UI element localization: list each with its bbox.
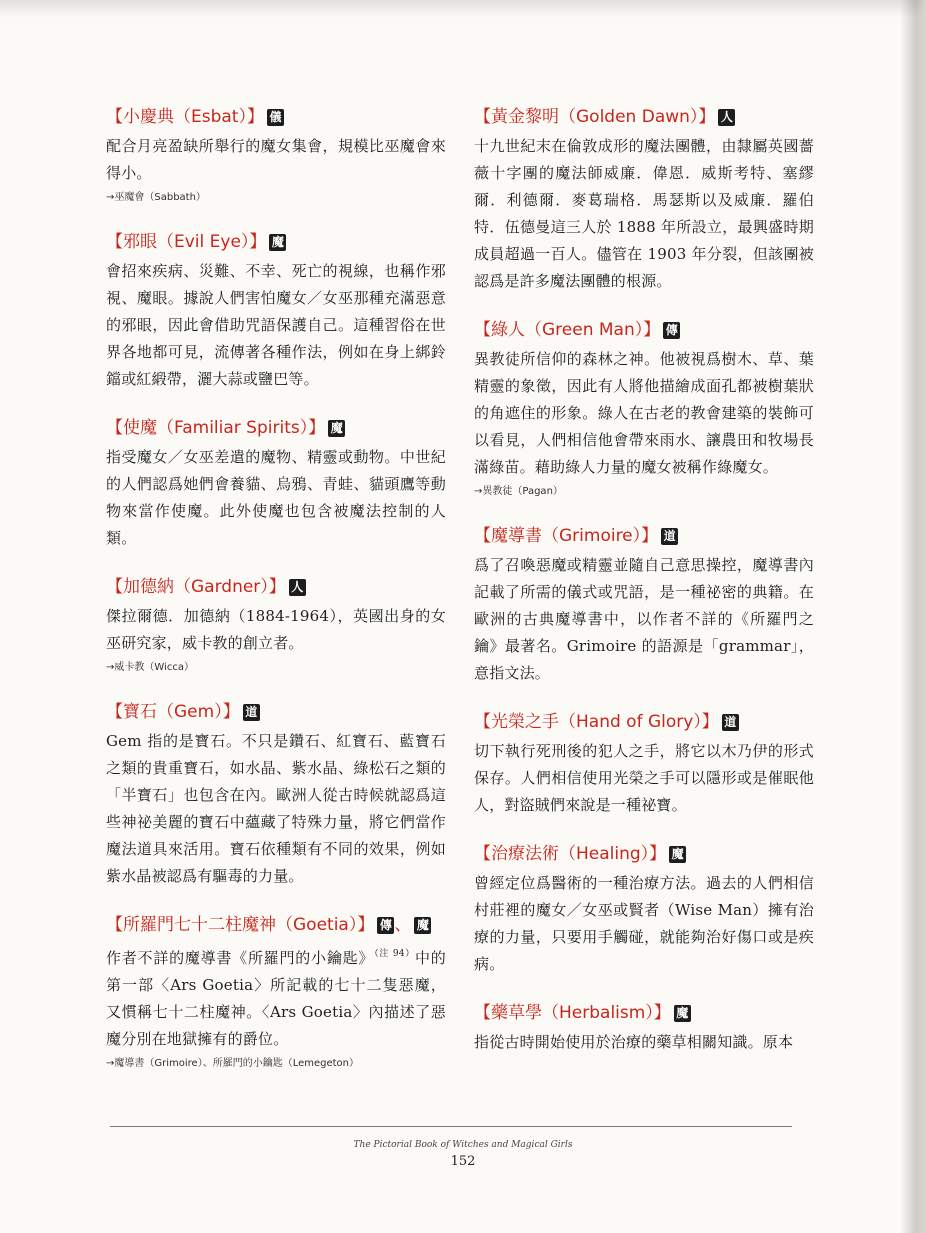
entry-title: 【治療法術（Healing）】 [474, 844, 667, 864]
entry-title: 【魔導書（Grimoire）】 [474, 526, 659, 546]
category-badge: 魔 [269, 234, 286, 251]
entry-healing [474, 841, 814, 978]
right-column [474, 104, 814, 1078]
entry-body: 爲了召喚惡魔或精靈並隨自己意思操控，魔導書內記載了所需的儀式或咒語，是一種祕密的典籍。在歐洲的古典魔導書中，以作者不詳的《所羅門之鑰》最著名。Grimoire 的語源是「grammar」，意指文法。 [474, 556, 814, 682]
left-column [106, 104, 446, 1095]
category-badge: 傳 [663, 322, 680, 339]
footer-book-title: The Pictorial Book of Witches and Magical Girls [353, 1140, 573, 1150]
cross-reference: →威卡教（Wicca） [106, 662, 194, 673]
category-badge: 道 [722, 714, 739, 731]
entry-title: 【黃金黎明（Golden Dawn）】 [474, 107, 716, 127]
page-number: 152 [450, 1154, 476, 1169]
entry-esbat [106, 104, 446, 207]
cross-reference: →異教徒（Pagan） [474, 486, 563, 497]
entry-title: 【加德納（Gardner）】 [106, 577, 286, 597]
entry-herbalism [474, 1000, 814, 1056]
entry-gardner [106, 574, 446, 677]
category-badge: 人 [289, 579, 306, 596]
entry-body: 曾經定位爲醫術的一種治療方法。過去的人們相信村莊裡的魔女／女巫或賢者（Wise Man）擁有治療的力量，只要用手觸碰，就能夠治好傷口或是疾病。 [474, 874, 814, 973]
category-badge: 道 [243, 704, 260, 721]
entry-title: 【所羅門七十二柱魔神（Goetia）】 [106, 915, 375, 935]
entry-hand-of-glory [474, 709, 814, 819]
entry-body-part: 作者不詳的魔導書《所羅門的小鑰匙》 [106, 949, 375, 967]
entry-title: 【使魔（Familiar Spirits）】 [106, 418, 326, 438]
footer-rule [110, 1126, 792, 1127]
entry-body: 十九世紀末在倫敦成形的魔法團體，由隸屬英國薔薇十字團的魔法師威廉．偉恩．威斯考特、塞繆爾．利德爾．麥葛瑞格．馬瑟斯以及威廉．羅伯特．伍德曼這三人於 1888 年所設立，最興盛時期成員超過一百人。儘管在 1903 年分裂，但該團被認爲是許多魔法團體的根源。 [474, 137, 814, 290]
category-badge: 儀 [267, 109, 284, 126]
badge-separator: 、 [394, 915, 412, 935]
category-badge: 道 [661, 528, 678, 545]
category-badge: 魔 [328, 420, 345, 437]
category-badge: 人 [718, 109, 735, 126]
entry-body [106, 941, 446, 1053]
entry-title: 【寶石（Gem）】 [106, 702, 240, 722]
entry-body: Gem 指的是寶石。不只是鑽石、紅寶石、藍寶石之類的貴重寶石，如水晶、紫水晶、綠松石之類的「半寶石」也包含在內。歐洲人從古時候就認爲這些神祕美麗的寶石中蘊藏了特殊力量，將它們當作魔法道具來活用。寶石依種類有不同的效果，例如紫水晶被認爲有驅毒的力量。 [106, 732, 446, 885]
entry-body: 傑拉爾德．加德納（1884-1964），英國出身的女巫研究家，威卡教的創立者。 [106, 607, 446, 652]
category-badge: 魔 [674, 1005, 691, 1022]
entry-golden-dawn [474, 104, 814, 295]
entry-title: 【綠人（Green Man）】 [474, 320, 661, 340]
entry-goetia [106, 912, 446, 1073]
entry-title: 【小慶典（Esbat）】 [106, 107, 264, 127]
entry-title: 【光榮之手（Hand of Glory）】 [474, 712, 719, 732]
entry-title: 【邪眼（Evil Eye）】 [106, 232, 267, 252]
entry-body: 配合月亮盈缺所舉行的魔女集會，規模比巫魔會來得小。 [106, 137, 446, 182]
category-badge: 魔 [414, 917, 431, 934]
cross-reference: →巫魔會（Sabbath） [106, 192, 206, 203]
entry-body: 異教徒所信仰的森林之神。他被視爲樹木、草、葉精靈的象徵，因此有人將他描繪成面孔都被樹葉狀的角遮住的形象。綠人在古老的教會建築的裝飾可以看見，人們相信他會帶來雨水、讓農田和牧場長滿綠苗。藉助綠人力量的魔女被稱作綠魔女。 [474, 350, 814, 476]
entry-body: 切下執行死刑後的犯人之手，將它以木乃伊的形式保存。人們相信使用光榮之手可以隱形或是催眠他人，對盜賊們來說是一種祕寶。 [474, 742, 814, 814]
entry-gem [106, 699, 446, 890]
entry-green-man [474, 317, 814, 501]
entry-body: 指從古時開始使用於治療的藥草相關知識。原本 [474, 1033, 794, 1051]
entry-grimoire [474, 523, 814, 687]
page-top-shadow [0, 0, 926, 18]
entry-title: 【藥草學（Herbalism）】 [474, 1003, 671, 1023]
entry-familiar-spirits [106, 415, 446, 552]
category-badge: 魔 [669, 846, 686, 863]
category-badge: 傳 [377, 917, 394, 934]
page-gutter-shadow [900, 0, 926, 1233]
footnote-marker: （注 94） [374, 949, 416, 959]
entry-evil-eye [106, 229, 446, 393]
entry-body: 指受魔女／女巫差遣的魔物、精靈或動物。中世紀的人們認爲她們會養貓、烏鴉、青蛙、貓頭鷹等動物來當作使魔。此外使魔也包含被魔法控制的人類。 [106, 448, 446, 547]
entry-body: 會招來疾病、災難、不幸、死亡的視線，也稱作邪視、魔眼。據說人們害怕魔女／女巫那種充滿惡意的邪眼，因此會借助咒語保護自己。這種習俗在世界各地都可見，流傳著各種作法，例如在身上綁鈴鐺或紅緞帶，灑大蒜或鹽巴等。 [106, 262, 446, 388]
entry-body-part: 中的第一部〈Ars Goetia〉所記載的七十二隻惡魔，又慣稱七十二柱魔神。〈Ars Goetia〉內描述了惡魔分別在地獄擁有的爵位。 [106, 949, 447, 1048]
cross-reference: →魔導書（Grimoire）、所羅門的小鑰匙（Lemegeton） [106, 1058, 360, 1069]
